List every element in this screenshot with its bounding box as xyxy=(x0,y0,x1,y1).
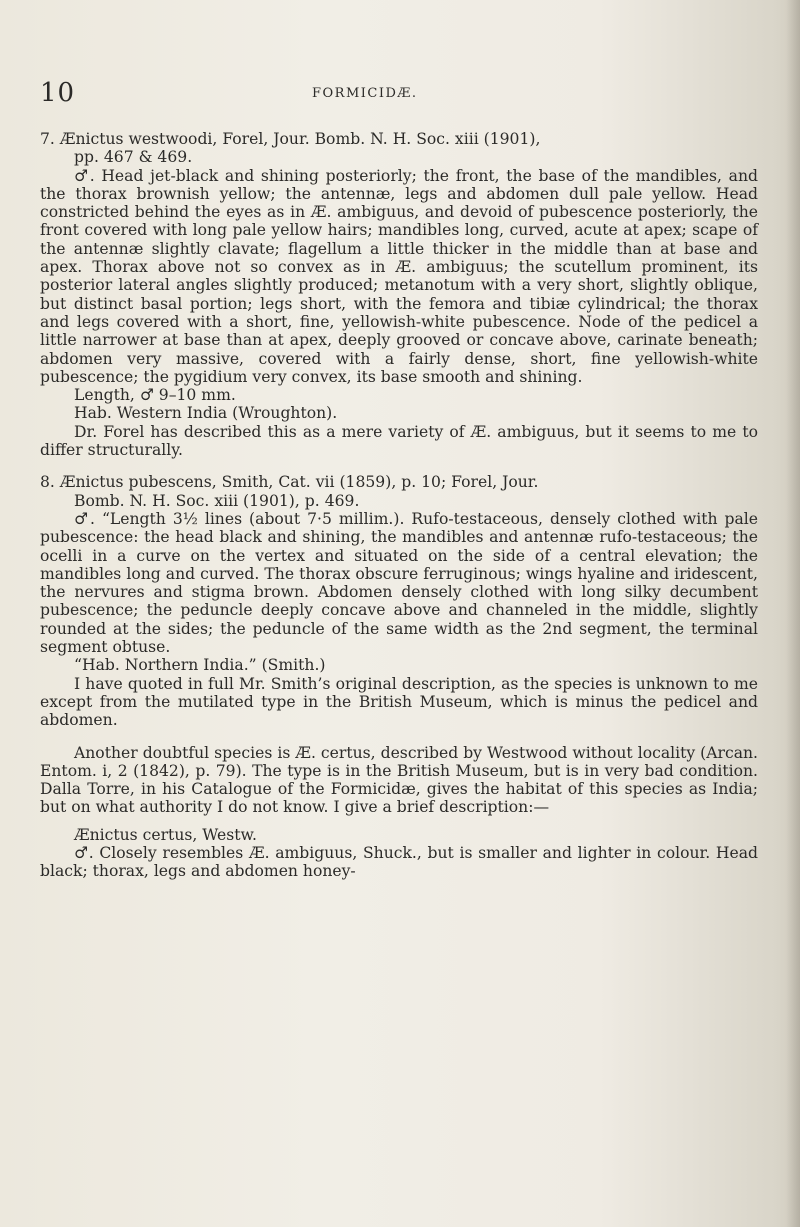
closing-paragraph: Another doubtful species is Æ. certus, described by Westwood without locality (Arcan. Entom. i, 2 (1842), p. 79). The type is in the British Museum, but is in very bad condition. Dalla Torre, in his Catalogue of the Formicidæ, gives the habitat of this species as India; but on what authority I do not know. I give a brief description:— xyxy=(40,743,758,817)
running-head: FORMICIDÆ. xyxy=(312,86,418,101)
entry-8-title xyxy=(40,473,758,491)
entry-7-habitat: Hab. Western India (Wroughton). xyxy=(74,404,338,423)
page-number: 10 xyxy=(40,78,76,108)
entry-8-reference: Bomb. N. H. Soc. xiii (1901), p. 469. xyxy=(74,491,360,510)
certus-species-title: Ænictus certus, Westw. xyxy=(74,825,257,844)
certus-description: ♂. Closely resembles Æ. ambiguus, Shuck., but is smaller and lighter in colour. Head black; thorax, legs and abdomen honey- xyxy=(40,843,758,881)
page-edge-shadow xyxy=(786,0,800,1227)
page-body xyxy=(40,130,758,881)
entry-8-title-line: 8. Ænictus pubescens, Smith, Cat. vii (1859), p. 10; Forel, Jour. xyxy=(40,473,539,492)
entry-7-reference: pp. 467 & 469. xyxy=(74,148,193,167)
entry-8-habitat: “Hab. Northern India.” (Smith.) xyxy=(74,656,326,675)
entry-7-description: ♂. Head jet-black and shining posteriorly; the front, the base of the mandibles, and the thorax brownish yellow; the antennæ, legs and abdomen dull pale yellow. Head constricted behind the eyes as in Æ. ambiguus, and devoid of pubescence posteriorly, the front covered with long pale yellow hairs; mandibles long, curved, acute at apex; scape of the antennæ slightly clavate; flagellum a little thicker in the middle than at base and apex. Thorax above not so convex as in Æ. ambiguus; the scutellum prominent, its posterior lateral angles slightly produced; metanotum with a very short, slightly oblique, but distinct basal portion; legs short, with the femora and tibiæ cylindrical; the thorax and legs covered with a short, fine, yellowish-white pubescence. Node of the pedicel a little narrower at base than at apex, deeply grooved or concave above, carinate beneath; abdomen very massive, covered with a fairly dense, short, fine yellowish-white pubescence; the pygidium very convex, its base smooth and shining. xyxy=(40,166,758,386)
entry-8-description: ♂. “Length 3½ lines (about 7·5 millim.). Rufo-testaceous, densely clothed with pale pubescence: the head black and shining, the mandibles and antennæ rufo-testaceous; the ocelli in a curve on the vertex and situated on the side of a central elevation; the mandibles long and curved. The thorax obscure ferruginous; wings hyaline and iridescent, the nervures and stigma brown. Abdomen densely clothed with long silky decumbent pubescence; the peduncle deeply concave above and channeled in the middle, slightly rounded at the sides; the peduncle of the same width as the 2nd segment, the terminal segment obtuse. xyxy=(40,509,758,657)
page-header xyxy=(40,78,750,106)
entry-7-remark: Dr. Forel has described this as a mere variety of Æ. ambiguus, but it seems to me to differ structurally. xyxy=(40,422,758,460)
entry-7-title xyxy=(40,130,758,148)
entry-8-remark: I have quoted in full Mr. Smith’s original description, as the species is unknown to me except from the mutilated type in the British Museum, which is minus the pedicel and abdomen. xyxy=(40,674,758,730)
entry-7-title-line: 7. Ænictus westwoodi, Forel, Jour. Bomb. N. H. Soc. xiii (1901), xyxy=(40,130,541,148)
entry-7-length: Length, ♂ 9–10 mm. xyxy=(74,386,236,405)
